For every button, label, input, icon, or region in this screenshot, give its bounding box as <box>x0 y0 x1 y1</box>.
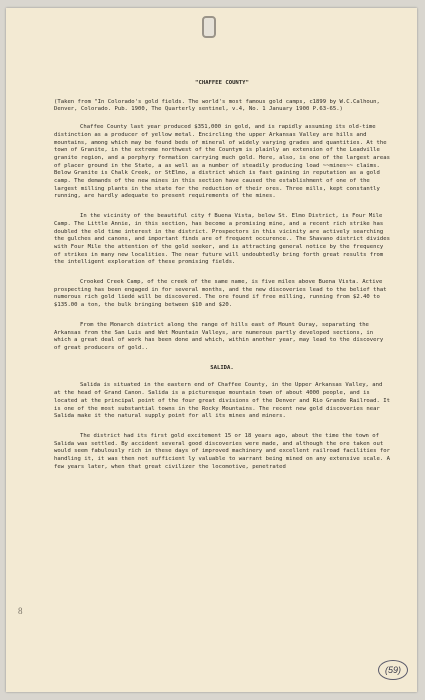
page-number: (59) <box>378 660 408 680</box>
source-citation: (Taken from "In Colorado's gold fields. The world's most famous gold camps, c1899 by W.C.Calhoun, Denver, Colorado. Pub. 1900, The Quarterly sentinel, v.4, No. 1 January 1900 P.63-65.) <box>54 98 380 113</box>
paragraph-salida-history: The district had its first gold excitement 15 or 18 years ago, about the time the town of Salida was settled. By accident several good discoveries were made, and although the ore taken out would seem fabulously rich in these days of improved machinery and excellent railroad facilities for handling it, it was then not sufficient ly valuable to warrant being mined on any extensive scale. A few years later, when that great civilizer the locomotive, penetrated <box>54 432 390 470</box>
paragraph-chaffee-production: Chaffee County last year produced $351,000 in gold, and is rapidly assuming its old-time distinction as a producer of yellow metal. Encircling the upper Arkansas Valley are hills and mountains, among which may be found beds of mineral of widely varying grades and quantities. At the town of Granite, in the extreme northwest of the Countym is plainly an extension of the Leadville granite region, and a porphyry formation carrying much gold. Here, also, is one of the largest areas of placer ground in the State, a as well as a number of steadily producing load ~~mines~~ claims. Below Granite is Chalk Creek, or StElmo, a district which is fast gaining in reputation as a gold camp. The demands of the new mines in this section have caused the establishment of one of the largest milling plants in the state for the reduction of their ores. Three mills, kept constantly running, are hardly adequate to present requirements of the mines. <box>54 124 390 200</box>
section-heading-salida: SALIDA. <box>210 364 234 371</box>
paragraph-crooked-creek: Crooked Creek Camp, of the creek of the same name, is five miles above Buena Vista. Active prospecting has been engaged in for several months, and the new discoveries lead to the belief that numerous rich gold liedé will be discovered. The ore found if free milling, running from $2.40 to $135.00 a ton, the bulk bringing between $10 and $20. <box>54 279 387 309</box>
paper-clip-icon <box>202 16 216 38</box>
paragraph-buena-vista: In the vicinity of the beautiful city f Buena Vista, below St. Elmo District, is Four Mile Camp. The Little Annie, in this section, has become a promising mine, and a recent rich strike has doubled the old time interest in the district. Prospectors in this vicinity are actively searching the gulches and canons, and important finds are of frequent occurence.. The Shavano district divides with Four Mile the attention of the gold seeker, and is attracting general notice by the frequency of strikes in many new localities. The near future will undoubtedly bring forth great results from the intelligent exploration of these promising fields. <box>54 213 390 266</box>
document-body <box>54 80 390 471</box>
document-heading: "CHAFFEE COUNTY" <box>195 80 249 86</box>
document-page <box>6 8 417 692</box>
paragraph-salida-location: Salida is situated in the eastern end of Chaffee County, in the Upper Arkansas Valley, and at the head of Grand Canon. Salida is a picturesque mountain town of about 4000 people, and is located at the principal point of the four great divisions of the Denver and Rio Grande Railroad. It is one of the most substantial towns in the Rocky Mountains. The recent new gold discoveries near Salida make it the natural supply point for all its mines and miners. <box>54 382 390 420</box>
paragraph-monarch-district: From the Monarch district along the range of hills east of Mount Ouray, separating the Arkansas from the San Luis and Wet Mountain Valleys, are numerous partly developed sections, in which a great deal of work has been done and which, within another year, may lead to the discovery of great producers of gold.. <box>54 321 384 351</box>
margin-mark: 8 <box>18 606 23 616</box>
